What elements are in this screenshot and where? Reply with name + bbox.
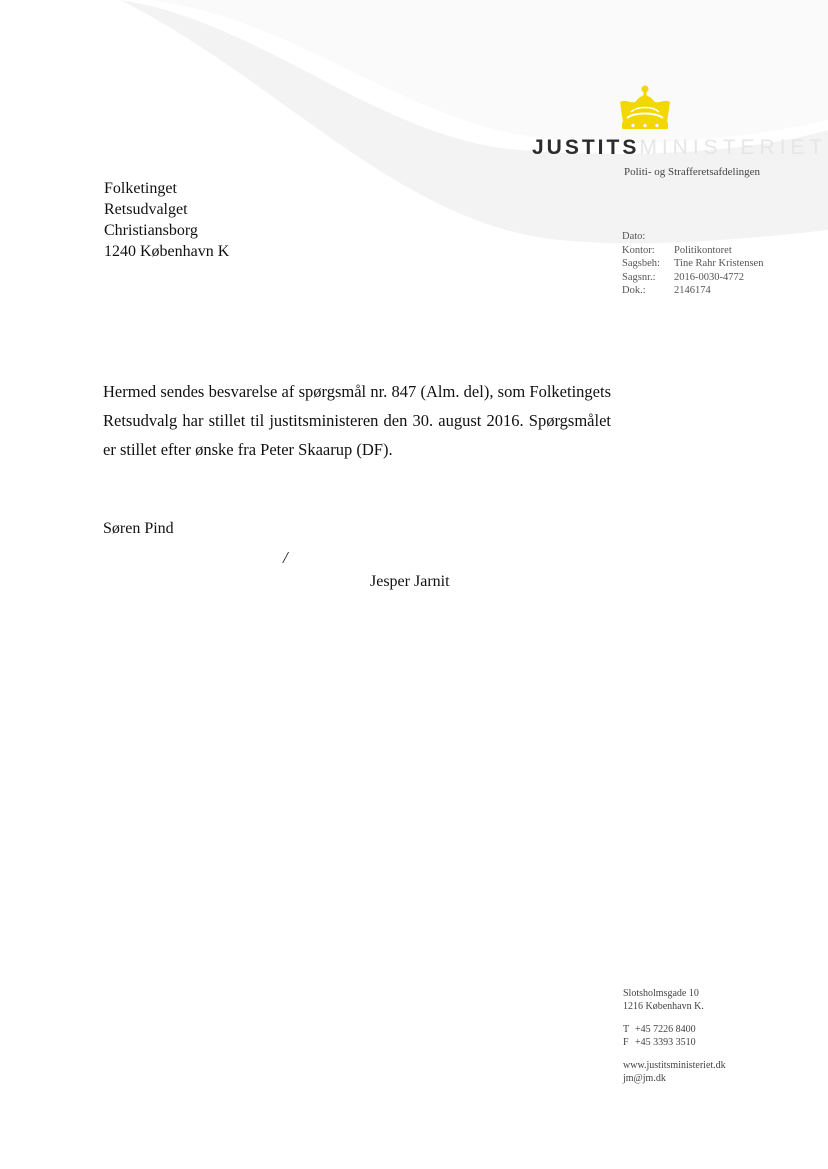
meta-label: Sagsbeh: [622, 258, 660, 269]
signature-minister: Søren Pind [103, 520, 174, 537]
recipient-line: 1240 København K [104, 243, 230, 260]
meta-label: Dok.: [622, 285, 646, 296]
meta-label: Dato: [622, 231, 646, 242]
fax-label: F [623, 1037, 629, 1048]
meta-row-case-number [622, 271, 763, 285]
meta-label: Kontor: [622, 244, 655, 256]
meta-value: Tine Rahr Kristensen [674, 258, 764, 269]
meta-row-document [622, 284, 763, 298]
logo-text-secondary: MINISTERIET [639, 136, 828, 159]
footer-address-line: 1216 København K. [623, 1001, 704, 1012]
meta-value: Politikontoret [674, 244, 732, 256]
body-paragraph: Hermed sendes besvarelse af spørgsmål nr. 847 (Alm. del), som Folketingets Retsudvalg har stillet til justitsministeren den 30. august 2016. Spørgsmålet er stillet efter ønske fra Peter Skaarup (DF). [103, 382, 611, 459]
crown-icon [617, 84, 673, 134]
phone-label: T [623, 1024, 630, 1035]
case-metadata [622, 230, 763, 298]
signature-official: Jesper Jarnit [370, 573, 450, 590]
meta-row-office [622, 244, 763, 258]
recipient-line: Folketinget [104, 180, 177, 197]
ministry-logo [532, 136, 827, 160]
footer-address-line: Slotsholmsgade 10 [623, 988, 699, 999]
recipient-line: Christiansborg [104, 222, 198, 239]
fax-number: +45 3393 3510 [635, 1037, 696, 1048]
phone-number: +45 7226 8400 [635, 1024, 696, 1035]
meta-row-caseworker [622, 257, 763, 271]
letter-body [103, 377, 611, 464]
department-name: Politi- og Strafferetsafdelingen [624, 166, 761, 178]
meta-row-date [622, 230, 763, 244]
meta-label: Sagsnr.: [622, 271, 656, 283]
signature-separator: / [283, 548, 288, 567]
footer-fax [623, 1036, 726, 1049]
meta-value: 2016-0030-4772 [674, 271, 744, 283]
meta-value: 2146174 [674, 285, 711, 296]
recipient-line: Retsudvalget [104, 201, 188, 218]
logo-text-primary: JUSTITS [532, 136, 640, 159]
footer-email-link[interactable]: jm@jm.dk [623, 1073, 666, 1084]
footer-website-link[interactable]: www.justitsministeriet.dk [623, 1060, 726, 1071]
footer-phone [623, 1023, 726, 1036]
ministry-contact-footer [623, 987, 726, 1085]
recipient-address [104, 178, 229, 262]
